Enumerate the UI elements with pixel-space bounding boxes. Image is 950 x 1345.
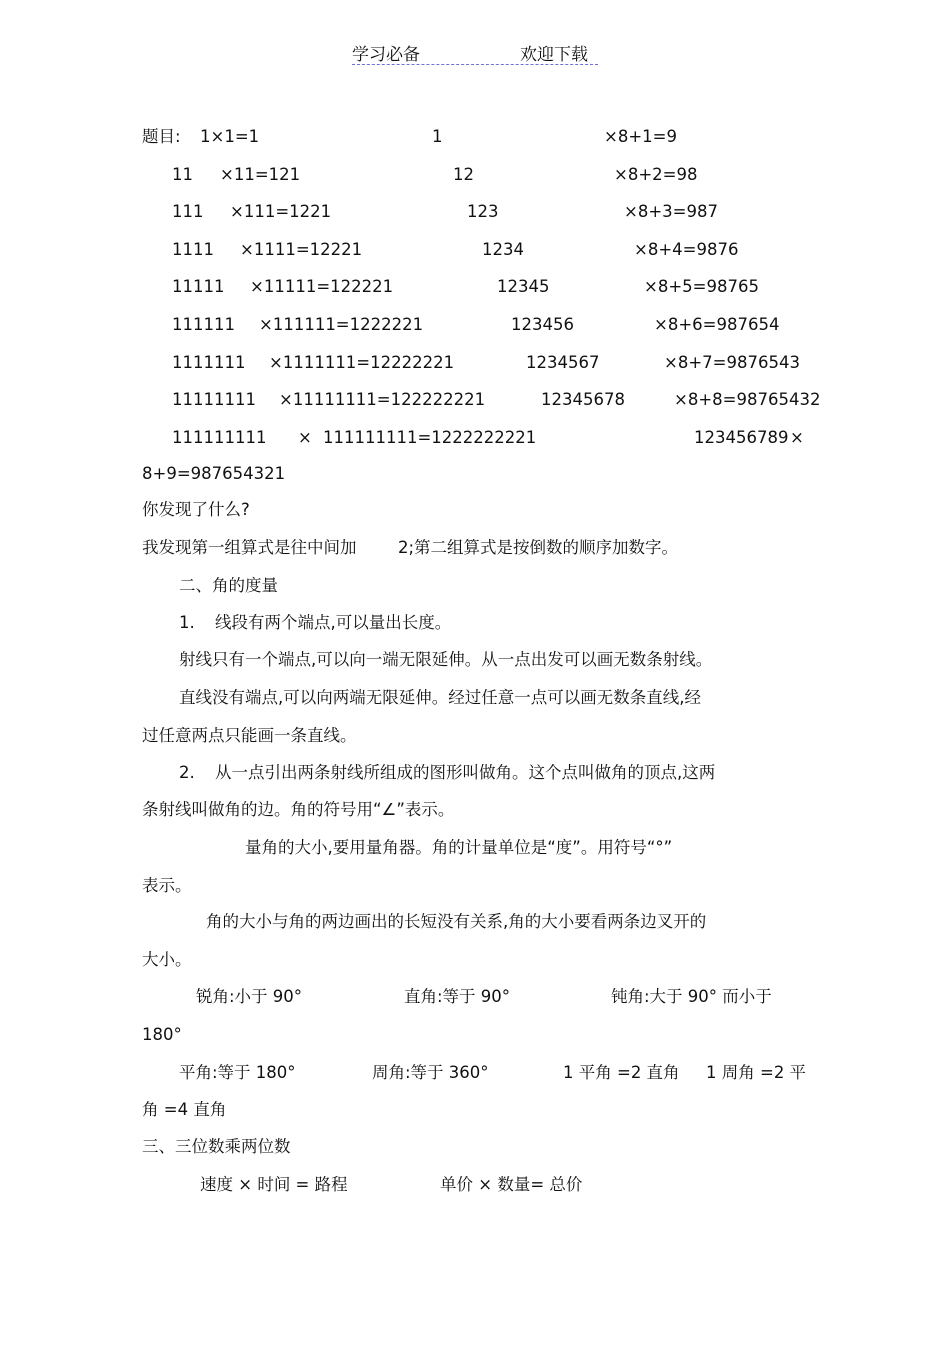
straight-angle: 平角:等于 180° bbox=[179, 1063, 296, 1082]
row-3-col-b: ×111=1221 bbox=[230, 202, 332, 221]
item1-number: 1. bbox=[179, 613, 195, 632]
header-left: 学习必备 bbox=[352, 45, 420, 65]
section2-title: 二、角的度量 bbox=[179, 576, 278, 595]
row-4-col-b: ×1111=12221 bbox=[240, 240, 363, 259]
row-5-col-d: 12345 bbox=[497, 277, 550, 296]
row-2-col-a: 11 bbox=[172, 165, 193, 184]
row-5-col-a: 11111 bbox=[172, 277, 225, 296]
row-6-col-e: ×8+6=987654 bbox=[654, 315, 780, 334]
row-4-col-e: ×8+4=9876 bbox=[634, 240, 739, 259]
relation-straight: 1 平角 =2 直角 bbox=[563, 1063, 680, 1082]
line-text-a: 直线没有端点,可以向两端无限延伸。经过任意一点可以画无数条直线,经 bbox=[179, 688, 701, 707]
header-right: 欢迎下载 bbox=[520, 45, 588, 65]
obtuse-angle-wrap: 180° bbox=[142, 1025, 182, 1044]
formula-price: 单价 × 数量= 总价 bbox=[440, 1175, 583, 1194]
row-7-col-a: 1111111 bbox=[172, 353, 246, 372]
row-2-col-b: ×11=121 bbox=[220, 165, 301, 184]
row-4-col-d: 1234 bbox=[482, 240, 524, 259]
row-2-col-e: ×8+2=98 bbox=[614, 165, 698, 184]
answer-part-b: 2;第二组算式是按倒数的顺序加数字。 bbox=[398, 538, 679, 557]
row-7-col-d: 1234567 bbox=[526, 353, 600, 372]
header-divider bbox=[352, 64, 598, 65]
row-9-col-b: × bbox=[298, 428, 312, 447]
relation-full-wrap: 角 =4 直角 bbox=[142, 1100, 227, 1119]
row-6-col-d: 123456 bbox=[511, 315, 574, 334]
size-text-a: 角的大小与角的两边画出的长短没有关系,角的大小要看两条边叉开的 bbox=[206, 912, 707, 931]
row-1-col-d: 1 bbox=[432, 127, 443, 146]
row-4-col-a: 1111 bbox=[172, 240, 214, 259]
page-header bbox=[352, 40, 598, 66]
row-3-col-d: 123 bbox=[467, 202, 499, 221]
right-angle: 直角:等于 90° bbox=[404, 987, 511, 1006]
line-text-b: 过任意两点只能画一条直线。 bbox=[142, 726, 357, 745]
formula-speed: 速度 × 时间 = 路程 bbox=[200, 1175, 348, 1194]
question: 你发现了什么? bbox=[142, 500, 250, 519]
measure-text-b: 表示。 bbox=[142, 876, 192, 895]
item2-text-a: 从一点引出两条射线所组成的图形叫做角。这个点叫做角的顶点,这两 bbox=[215, 763, 716, 782]
row-9-col-e: × bbox=[790, 428, 804, 447]
row-2-col-d: 12 bbox=[453, 165, 474, 184]
row-6-col-a: 111111 bbox=[172, 315, 235, 334]
title-prefix: 题目: bbox=[142, 127, 181, 146]
size-text-b: 大小。 bbox=[142, 950, 192, 969]
item2-number: 2. bbox=[179, 763, 195, 782]
obtuse-angle: 钝角:大于 90° 而小于 bbox=[611, 987, 772, 1006]
row-8-col-d: 12345678 bbox=[541, 390, 625, 409]
answer-part-a: 我发现第一组算式是往中间加 bbox=[142, 538, 357, 557]
row-9-col-d: 123456789 bbox=[694, 428, 789, 447]
row-8-col-b: ×11111111=122222221 bbox=[279, 390, 486, 409]
measure-text-a: 量角的大小,要用量角器。角的计量单位是“度”。用符号“°” bbox=[245, 838, 673, 857]
row-1-col-e: ×8+1=9 bbox=[604, 127, 677, 146]
row-9-col-a: 111111111 bbox=[172, 428, 267, 447]
item1-text: 线段有两个端点,可以量出长度。 bbox=[215, 613, 452, 632]
acute-angle: 锐角:小于 90° bbox=[196, 987, 303, 1006]
row-1-col-a: 1×1=1 bbox=[200, 127, 260, 146]
ray-text: 射线只有一个端点,可以向一端无限延伸。从一点出发可以画无数条射线。 bbox=[179, 650, 713, 669]
row-5-col-b: ×11111=122221 bbox=[250, 277, 394, 296]
item2-text-b: 条射线叫做角的边。角的符号用“∠”表示。 bbox=[142, 800, 455, 819]
row-7-col-e: ×8+7=9876543 bbox=[664, 353, 800, 372]
row-8-col-a: 11111111 bbox=[172, 390, 256, 409]
relation-full: 1 周角 =2 平 bbox=[706, 1063, 807, 1082]
full-angle: 周角:等于 360° bbox=[372, 1063, 489, 1082]
row-7-col-b: ×1111111=12222221 bbox=[269, 353, 455, 372]
row-3-col-e: ×8+3=987 bbox=[624, 202, 718, 221]
row-8-col-e: ×8+8=98765432 bbox=[674, 390, 821, 409]
section3-title: 三、三位数乘两位数 bbox=[142, 1137, 291, 1156]
row-wrap: 8+9=987654321 bbox=[142, 464, 286, 483]
row-9-col-c: 111111111=1222222221 bbox=[323, 428, 537, 447]
row-6-col-b: ×111111=1222221 bbox=[259, 315, 424, 334]
row-3-col-a: 111 bbox=[172, 202, 204, 221]
row-5-col-e: ×8+5=98765 bbox=[644, 277, 759, 296]
